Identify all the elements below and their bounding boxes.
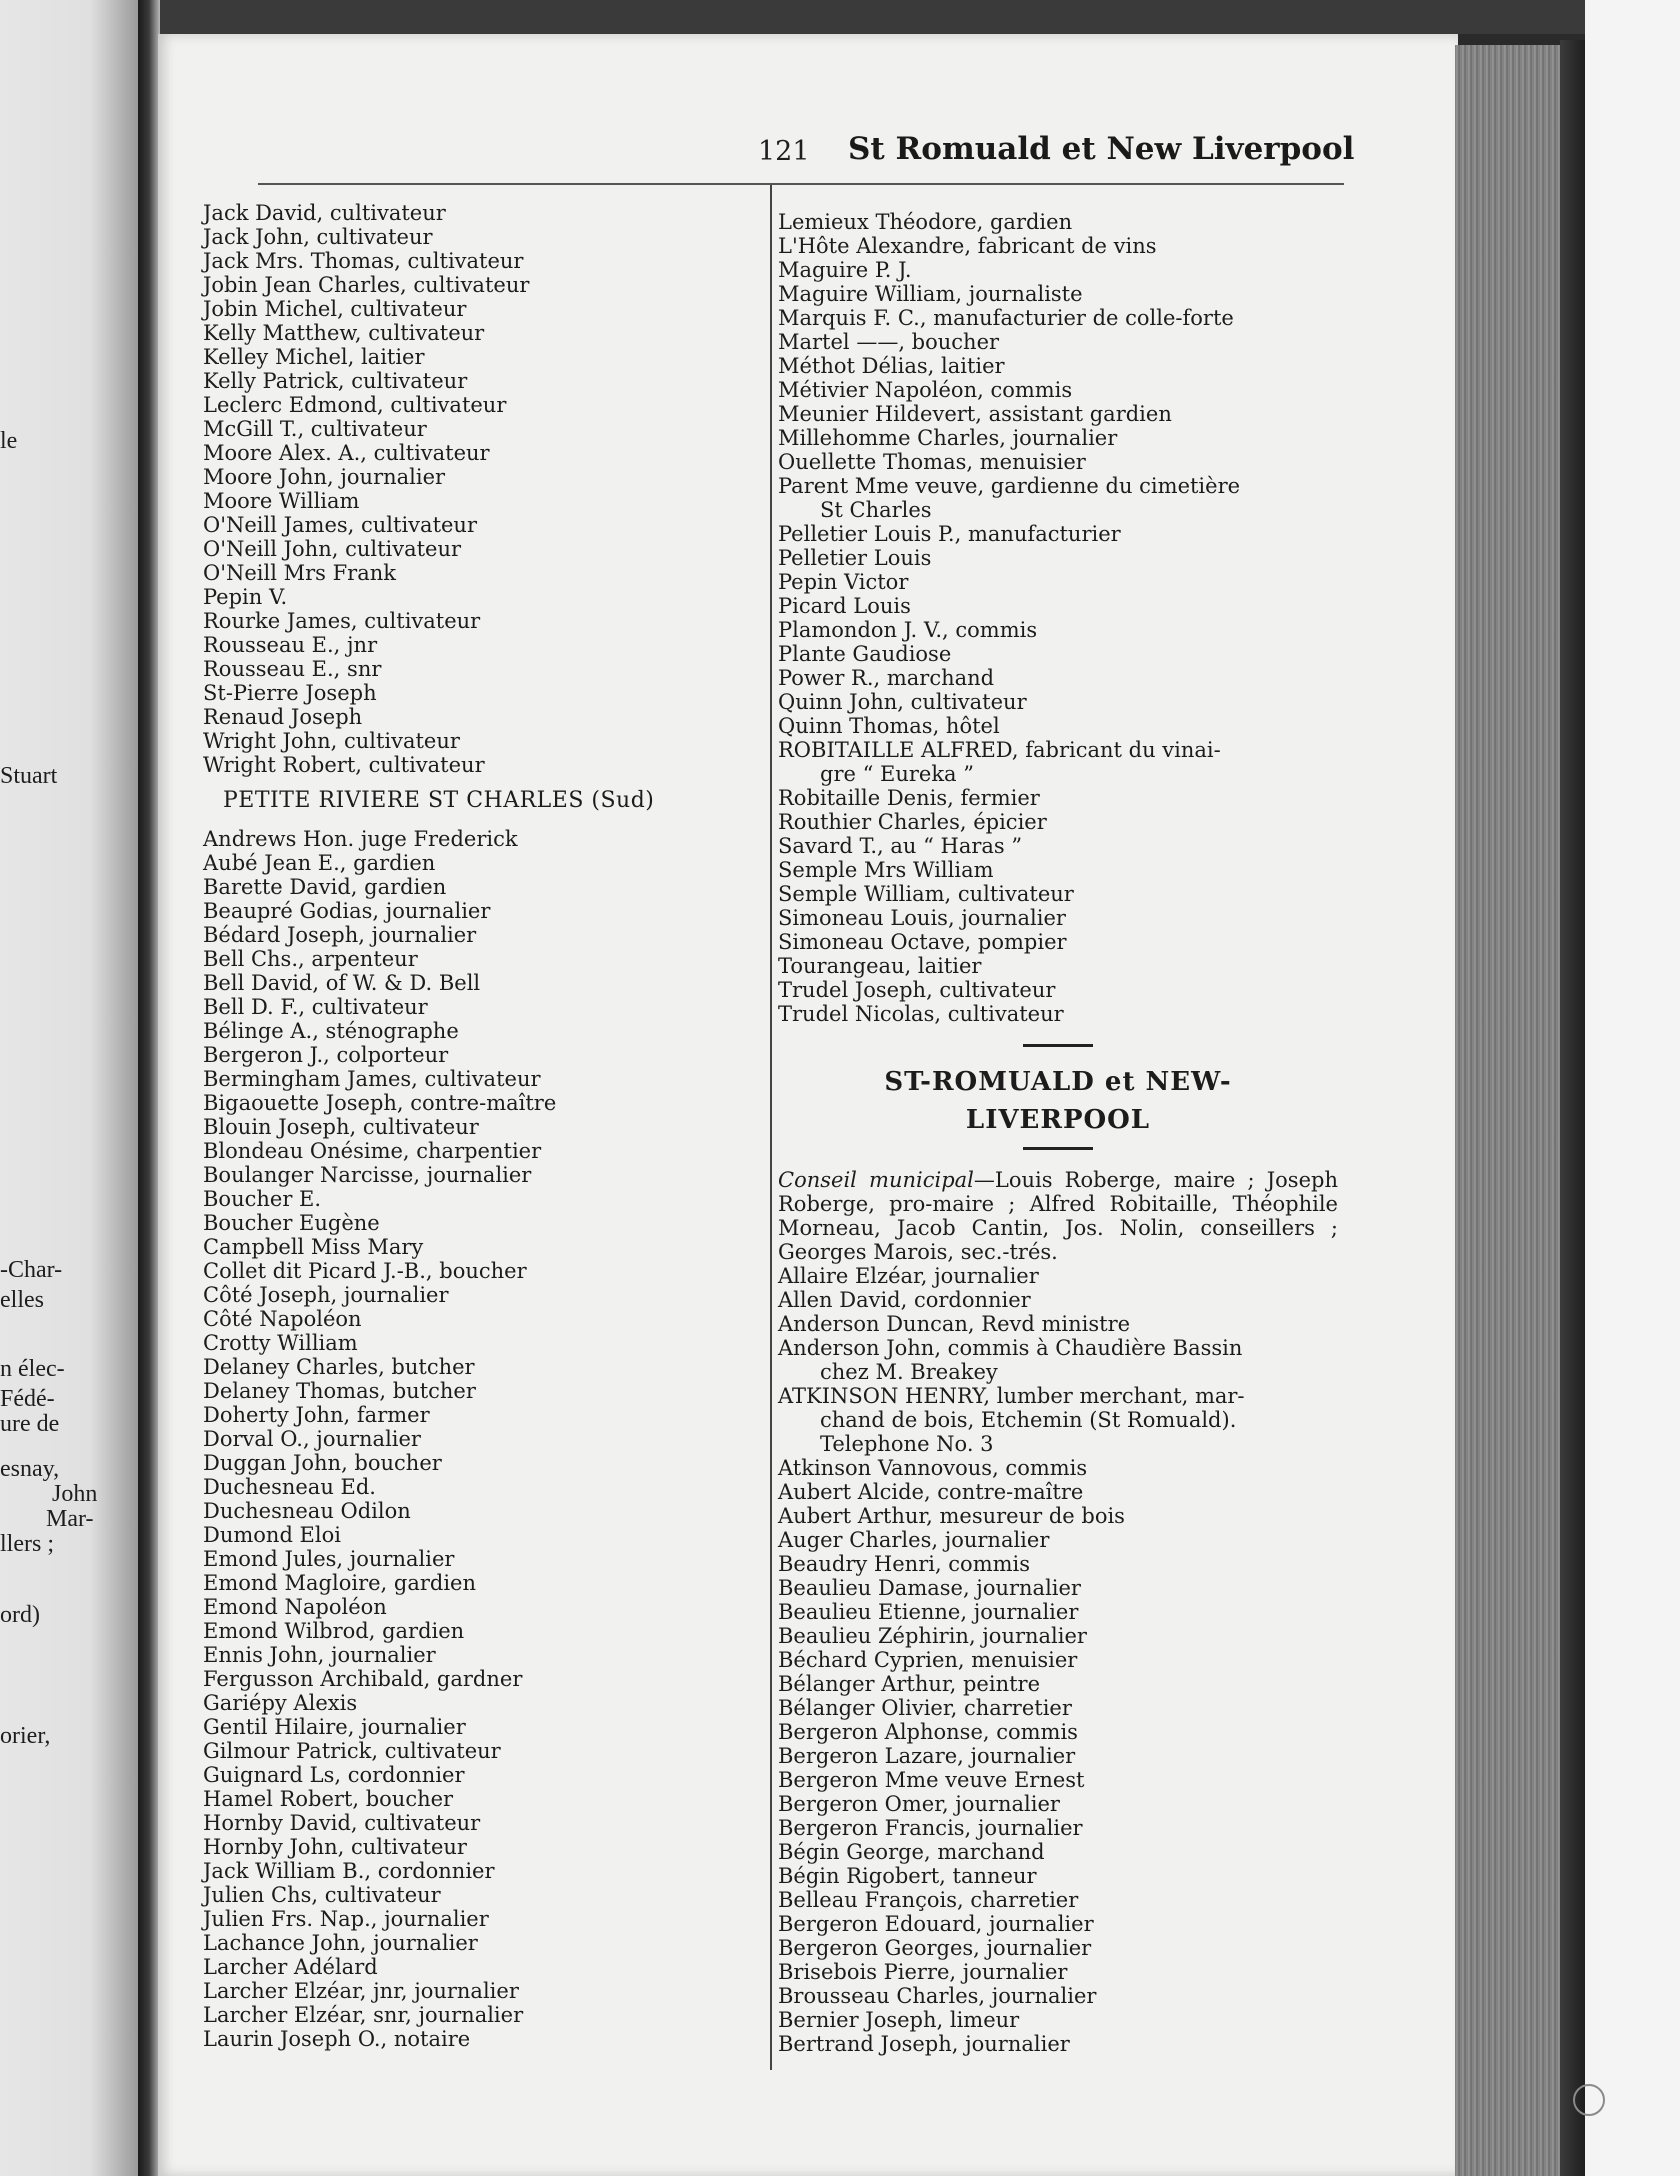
directory-entry: Bergeron Georges, journalier [778, 1936, 1092, 1960]
running-title: St Romuald et New Liverpool [848, 131, 1355, 167]
section-title-st-romuald [778, 1063, 1338, 1139]
directory-entry: Kelley Michel, laitier [203, 345, 425, 369]
directory-entry: Bigaouette Joseph, contre-maître [203, 1091, 557, 1115]
directory-entry: Kelly Patrick, cultivateur [203, 369, 468, 393]
directory-entry: Moore John, journalier [203, 465, 446, 489]
directory-entry: Béchard Cyprien, menuisier [778, 1648, 1078, 1672]
facing-page-fragment: Stuart [0, 763, 58, 789]
facing-page-fragment: elles [0, 1287, 44, 1313]
directory-entry: Routhier Charles, épicier [778, 810, 1047, 834]
directory-entry: Rourke James, cultivateur [203, 609, 481, 633]
directory-entry: Jobin Jean Charles, cultivateur [203, 273, 530, 297]
directory-entry: Quinn Thomas, hôtel [778, 714, 1000, 738]
directory-entry: Allen David, cordonnier [778, 1288, 1031, 1312]
section-title-petite-riviere: PETITE RIVIERE ST CHARLES (Sud) [223, 788, 655, 813]
directory-entry: Fergusson Archibald, gardner [203, 1667, 523, 1691]
directory-entry: Duchesneau Ed. [203, 1475, 376, 1499]
directory-entry: Leclerc Edmond, cultivateur [203, 393, 507, 417]
directory-entry: Beaulieu Etienne, journalier [778, 1600, 1079, 1624]
directory-entry: Boulanger Narcisse, journalier [203, 1163, 532, 1187]
directory-entry: Plante Gaudiose [778, 642, 952, 666]
directory-entry: Trudel Joseph, cultivateur [778, 978, 1056, 1002]
facing-page-fragment: Mar- [46, 1506, 94, 1532]
council-label: Conseil municipal [778, 1168, 974, 1192]
facing-page-fragment: ure de [0, 1411, 60, 1437]
directory-entry: Rousseau E., jnr [203, 633, 378, 657]
directory-entry: Delaney Charles, butcher [203, 1355, 475, 1379]
directory-entry: Barette David, gardien [203, 875, 447, 899]
directory-entry: Lachance John, journalier [203, 1931, 478, 1955]
directory-entry: Dumond Eloi [203, 1523, 341, 1547]
left-entries-bottom [203, 827, 763, 2051]
directory-entry: ATKINSON HENRY, lumber merchant, mar- [778, 1384, 1245, 1408]
directory-entry: Auger Charles, journalier [778, 1528, 1050, 1552]
directory-entry: Collet dit Picard J.-B., boucher [203, 1259, 527, 1283]
directory-entry: Côté Napoléon [203, 1307, 362, 1331]
facing-page-fragment: orier, [0, 1723, 51, 1749]
directory-entry: Emond Wilbrod, gardien [203, 1619, 465, 1643]
directory-entry: Robitaille Denis, fermier [778, 786, 1040, 810]
directory-entry: Duchesneau Odilon [203, 1499, 411, 1523]
directory-entry: Crotty William [203, 1331, 358, 1355]
directory-entry: Hornby John, cultivateur [203, 1835, 467, 1859]
directory-entry: Brisebois Pierre, journalier [778, 1960, 1068, 1984]
header-rule [258, 183, 1344, 185]
directory-entry: Rousseau E., snr [203, 657, 382, 681]
directory-entry: Marquis F. C., manufacturier de colle-forte [778, 306, 1234, 330]
directory-entry: Aubé Jean E., gardien [203, 851, 436, 875]
directory-entry: Savard T., au “ Haras ” [778, 834, 1023, 858]
directory-entry: Bédard Joseph, journalier [203, 923, 477, 947]
right-entries-bottom [778, 1264, 1338, 2056]
directory-entry: Bergeron Mme veuve Ernest [778, 1768, 1085, 1792]
directory-entry: Bélanger Arthur, peintre [778, 1672, 1040, 1696]
directory-entry: Ennis John, journalier [203, 1643, 436, 1667]
facing-page-fragment: llers ; [0, 1531, 54, 1557]
directory-entry: Julien Frs. Nap., journalier [203, 1907, 489, 1931]
directory-entry: Bergeron Lazare, journalier [778, 1744, 1076, 1768]
directory-entry: O'Neill John, cultivateur [203, 537, 462, 561]
scan-background [1585, 0, 1680, 2176]
directory-entry: Hornby David, cultivateur [203, 1811, 481, 1835]
directory-entry: Simoneau Louis, journalier [778, 906, 1066, 930]
directory-entry: Beaupré Godias, journalier [203, 899, 491, 923]
directory-entry: Bégin Rigobert, tanneur [778, 1864, 1037, 1888]
directory-entry: Bernier Joseph, limeur [778, 2008, 1020, 2032]
directory-entry: Jack William B., cordonnier [203, 1859, 495, 1883]
directory-entry: Picard Louis [778, 594, 911, 618]
directory-entry: Doherty John, farmer [203, 1403, 430, 1427]
facing-page [0, 0, 150, 2176]
directory-entry: Semple William, cultivateur [778, 882, 1074, 906]
directory-entry: Bell Chs., arpenteur [203, 947, 418, 971]
facing-page-fragment: esnay, [0, 1456, 60, 1482]
directory-entry: Gilmour Patrick, cultivateur [203, 1739, 501, 1763]
directory-entry: Pelletier Louis P., manufacturier [778, 522, 1121, 546]
directory-entry: Bergeron Edouard, journalier [778, 1912, 1094, 1936]
directory-entry: Laurin Joseph O., notaire [203, 2027, 471, 2051]
directory-entry: Bermingham James, cultivateur [203, 1067, 541, 1091]
directory-entry: Belleau François, charretier [778, 1888, 1079, 1912]
directory-entry: Meunier Hildevert, assistant gardien [778, 402, 1172, 426]
directory-entry: Bélinge A., sténographe [203, 1019, 459, 1043]
directory-entry: Beaulieu Zéphirin, journalier [778, 1624, 1087, 1648]
directory-entry: Allaire Elzéar, journalier [778, 1264, 1039, 1288]
directory-entry: McGill T., cultivateur [203, 417, 427, 441]
directory-entry: Gentil Hilaire, journalier [203, 1715, 466, 1739]
directory-entry: Julien Chs, cultivateur [203, 1883, 441, 1907]
directory-entry: Dorval O., journalier [203, 1427, 421, 1451]
directory-entry: L'Hôte Alexandre, fabricant de vins [778, 234, 1157, 258]
directory-entry: Renaud Joseph [203, 705, 363, 729]
facing-page-fragment: -Char- [0, 1257, 63, 1283]
page-header [0, 0, 1680, 180]
column-divider [770, 185, 772, 2070]
directory-entry: Duggan John, boucher [203, 1451, 442, 1475]
page-number: 121 [758, 136, 810, 167]
directory-entry: Pepin Victor [778, 570, 909, 594]
directory-entry: Campbell Miss Mary [203, 1235, 424, 1259]
directory-entry: Jack David, cultivateur [203, 201, 446, 225]
right-column [778, 210, 1338, 2056]
directory-entry: Blouin Joseph, cultivateur [203, 1115, 479, 1139]
right-entries-top [778, 210, 1338, 1026]
book-cover-edge [1560, 40, 1585, 2176]
directory-entry: Bélanger Olivier, charretier [778, 1696, 1072, 1720]
directory-entry: Bell David, of W. & D. Bell [203, 971, 481, 995]
directory-entry: Guignard Ls, cordonnier [203, 1763, 465, 1787]
directory-entry: Blondeau Onésime, charpentier [203, 1139, 542, 1163]
book-gutter [138, 0, 160, 2176]
directory-entry: St-Pierre Joseph [203, 681, 377, 705]
directory-entry: Boucher E. [203, 1187, 322, 1211]
directory-entry: Hamel Robert, boucher [203, 1787, 454, 1811]
directory-entry: Métivier Napoléon, commis [778, 378, 1073, 402]
directory-entry: Larcher Adélard [203, 1955, 378, 1979]
directory-entry: Bergeron Omer, journalier [778, 1792, 1060, 1816]
page-block-edge [1455, 45, 1570, 2176]
directory-entry: gre “ Eureka ” [820, 762, 974, 786]
directory-entry: Ouellette Thomas, menuisier [778, 450, 1086, 474]
directory-entry: Anderson Duncan, Revd ministre [778, 1312, 1131, 1336]
directory-entry: Gariépy Alexis [203, 1691, 358, 1715]
left-entries-top [203, 201, 763, 777]
section-title-line: LIVERPOOL [965, 1105, 1151, 1135]
directory-entry: Beaudry Henri, commis [778, 1552, 1031, 1576]
directory-entry: Brousseau Charles, journalier [778, 1984, 1097, 2008]
directory-entry: Kelly Matthew, cultivateur [203, 321, 485, 345]
directory-entry: Bergeron Alphonse, commis [778, 1720, 1078, 1744]
directory-entry: Jobin Michel, cultivateur [203, 297, 467, 321]
directory-entry: Lemieux Théodore, gardien [778, 210, 1073, 234]
directory-entry: Martel ——, boucher [778, 330, 1000, 354]
directory-entry: Bergeron Francis, journalier [778, 1816, 1083, 1840]
directory-entry: Andrews Hon. juge Frederick [203, 827, 518, 851]
directory-entry: Larcher Elzéar, jnr, journalier [203, 1979, 519, 2003]
facing-page-fragment: Fédé- [0, 1386, 55, 1412]
directory-entry: Côté Joseph, journalier [203, 1283, 449, 1307]
directory-entry: O'Neill Mrs Frank [203, 561, 396, 585]
directory-entry: Emond Napoléon [203, 1595, 387, 1619]
directory-entry: Bell D. F., cultivateur [203, 995, 428, 1019]
directory-entry: Bégin George, marchand [778, 1840, 1045, 1864]
directory-entry: Moore Alex. A., cultivateur [203, 441, 490, 465]
directory-entry: Bergeron J., colporteur [203, 1043, 449, 1067]
council-paragraph [778, 1168, 1338, 1264]
directory-entry: Telephone No. 3 [820, 1432, 994, 1456]
directory-entry: Anderson John, commis à Chaudière Bassin [778, 1336, 1243, 1360]
facing-page-fragment: John [52, 1481, 98, 1507]
directory-entry: Beaulieu Damase, journalier [778, 1576, 1081, 1600]
section-title-line: ST-ROMUALD et NEW- [884, 1067, 1232, 1097]
directory-entry: Pepin V. [203, 585, 288, 609]
directory-entry: Maguire William, journaliste [778, 282, 1083, 306]
ring-mark-icon [1573, 2084, 1605, 2116]
directory-entry: Pelletier Louis [778, 546, 932, 570]
directory-entry: Simoneau Octave, pompier [778, 930, 1067, 954]
directory-entry: O'Neill James, cultivateur [203, 513, 477, 537]
directory-entry: Plamondon J. V., commis [778, 618, 1038, 642]
directory-entry: Trudel Nicolas, cultivateur [778, 1002, 1064, 1026]
directory-entry: Wright John, cultivateur [203, 729, 460, 753]
directory-entry: Millehomme Charles, journalier [778, 426, 1118, 450]
directory-entry: Delaney Thomas, butcher [203, 1379, 476, 1403]
directory-entry: Emond Jules, journalier [203, 1547, 455, 1571]
directory-entry: Maguire P. J. [778, 258, 912, 282]
directory-entry: Aubert Arthur, mesureur de bois [778, 1504, 1125, 1528]
facing-page-fragment: n élec- [0, 1356, 65, 1382]
directory-entry: Boucher Eugène [203, 1211, 380, 1235]
directory-entry: Jack John, cultivateur [203, 225, 433, 249]
directory-entry: chez M. Breakey [820, 1360, 998, 1384]
directory-entry: Tourangeau, laitier [778, 954, 982, 978]
directory-entry: Moore William [203, 489, 360, 513]
directory-entry: Semple Mrs William [778, 858, 994, 882]
directory-entry: Jack Mrs. Thomas, cultivateur [203, 249, 524, 273]
facing-page-fragment: le [0, 428, 18, 454]
facing-page-fragment: ord) [0, 1602, 40, 1628]
directory-entry: Aubert Alcide, contre-maître [778, 1480, 1084, 1504]
directory-entry: Méthot Délias, laitier [778, 354, 1005, 378]
directory-entry: chand de bois, Etchemin (St Romuald). [820, 1408, 1237, 1432]
directory-entry: Bertrand Joseph, journalier [778, 2032, 1070, 2056]
council-text: —Louis Roberge, maire ; Joseph Roberge, pro-maire ; Alfred Robitaille, Théophile Morneau, Jacob Cantin, Jos. Nolin, conseillers ; Georges Marois, sec.-trés. [778, 1168, 1338, 1264]
directory-entry: Atkinson Vannovous, commis [778, 1456, 1088, 1480]
left-column [203, 201, 763, 2051]
directory-entry: Parent Mme veuve, gardienne du cimetière [778, 474, 1241, 498]
directory-entry: Larcher Elzéar, snr, journalier [203, 2003, 524, 2027]
directory-entry: St Charles [820, 498, 932, 522]
directory-entry: Wright Robert, cultivateur [203, 753, 485, 777]
directory-entry: Power R., marchand [778, 666, 995, 690]
directory-entry: Emond Magloire, gardien [203, 1571, 476, 1595]
directory-entry: ROBITAILLE ALFRED, fabricant du vinai- [778, 738, 1221, 762]
directory-entry: Quinn John, cultivateur [778, 690, 1027, 714]
